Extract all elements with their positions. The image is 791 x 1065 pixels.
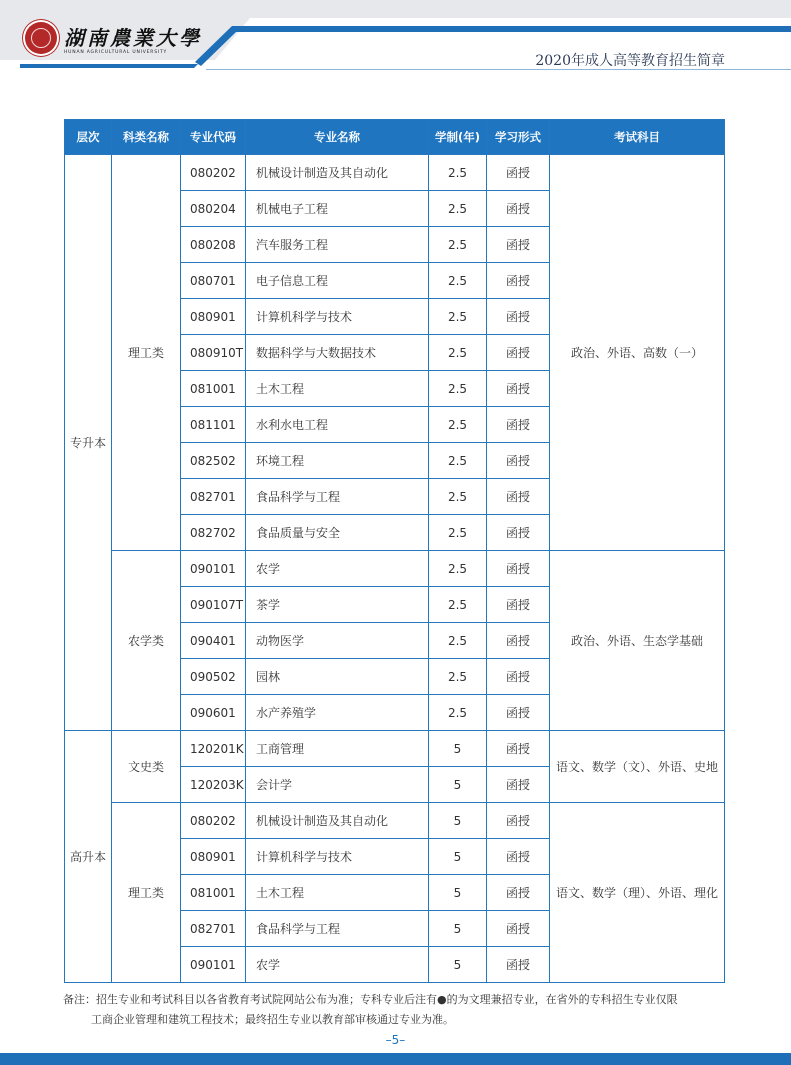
mode-cell: 函授	[487, 443, 550, 479]
code-cell: 120201K	[181, 731, 246, 767]
mode-cell: 函授	[487, 623, 550, 659]
major-cell: 农学	[246, 947, 429, 983]
exam-cell: 政治、外语、生态学基础	[550, 551, 725, 731]
footnote	[63, 990, 743, 1030]
mode-cell: 函授	[487, 227, 550, 263]
page-number: –5–	[385, 1033, 406, 1047]
code-cell: 080202	[181, 155, 246, 191]
footnote-line-2: 工商企业管理和建筑工程技术；最终招生专业以教育部审核通过专业为准。	[91, 1013, 454, 1026]
col-level: 层次	[65, 120, 112, 155]
years-cell: 2.5	[429, 659, 487, 695]
major-cell: 土木工程	[246, 371, 429, 407]
years-cell: 2.5	[429, 407, 487, 443]
table-row	[65, 155, 725, 191]
col-exam: 考试科目	[550, 120, 725, 155]
col-mode: 学习形式	[487, 120, 550, 155]
table-header-row	[65, 120, 725, 155]
mode-cell: 函授	[487, 947, 550, 983]
code-cell: 082701	[181, 479, 246, 515]
years-cell: 2.5	[429, 623, 487, 659]
code-cell: 090101	[181, 947, 246, 983]
code-cell: 081001	[181, 875, 246, 911]
mode-cell: 函授	[487, 515, 550, 551]
mode-cell: 函授	[487, 803, 550, 839]
major-cell: 园林	[246, 659, 429, 695]
code-cell: 080202	[181, 803, 246, 839]
mode-cell: 函授	[487, 587, 550, 623]
major-cell: 机械设计制造及其自动化	[246, 155, 429, 191]
mode-cell: 函授	[487, 875, 550, 911]
admissions-table	[64, 119, 725, 983]
years-cell: 2.5	[429, 335, 487, 371]
mode-cell: 函授	[487, 191, 550, 227]
footer-bar	[0, 1053, 791, 1065]
university-name: 湖南農業大學	[64, 26, 202, 50]
code-cell: 081101	[181, 407, 246, 443]
major-cell: 工商管理	[246, 731, 429, 767]
code-cell: 080204	[181, 191, 246, 227]
code-cell: 080910T	[181, 335, 246, 371]
code-cell: 090101	[181, 551, 246, 587]
code-cell: 090502	[181, 659, 246, 695]
col-major: 专业名称	[246, 120, 429, 155]
major-cell: 食品科学与工程	[246, 911, 429, 947]
university-logo-icon	[25, 22, 57, 54]
major-cell: 农学	[246, 551, 429, 587]
page-header	[0, 0, 791, 70]
mode-cell: 函授	[487, 695, 550, 731]
mode-cell: 函授	[487, 263, 550, 299]
category-cell: 理工类	[112, 803, 181, 983]
mode-cell: 函授	[487, 551, 550, 587]
mode-cell: 函授	[487, 659, 550, 695]
major-cell: 机械设计制造及其自动化	[246, 803, 429, 839]
col-years: 学制(年)	[429, 120, 487, 155]
years-cell: 2.5	[429, 479, 487, 515]
code-cell: 090601	[181, 695, 246, 731]
document-title: 2020年成人高等教育招生简章	[535, 53, 725, 69]
major-cell: 计算机科学与技术	[246, 839, 429, 875]
code-cell: 090401	[181, 623, 246, 659]
mode-cell: 函授	[487, 371, 550, 407]
years-cell: 2.5	[429, 515, 487, 551]
years-cell: 2.5	[429, 443, 487, 479]
years-cell: 2.5	[429, 371, 487, 407]
exam-cell: 语文、数学（文）、外语、史地	[550, 731, 725, 803]
major-cell: 电子信息工程	[246, 263, 429, 299]
mode-cell: 函授	[487, 767, 550, 803]
table-row	[65, 551, 725, 587]
years-cell: 5	[429, 731, 487, 767]
level-cell: 高升本	[65, 731, 112, 983]
years-cell: 2.5	[429, 299, 487, 335]
table-row	[65, 731, 725, 767]
major-cell: 会计学	[246, 767, 429, 803]
code-cell: 090107T	[181, 587, 246, 623]
years-cell: 2.5	[429, 155, 487, 191]
code-cell: 080901	[181, 299, 246, 335]
years-cell: 2.5	[429, 551, 487, 587]
major-cell: 数据科学与大数据技术	[246, 335, 429, 371]
mode-cell: 函授	[487, 839, 550, 875]
years-cell: 2.5	[429, 695, 487, 731]
years-cell: 2.5	[429, 587, 487, 623]
code-cell: 120203K	[181, 767, 246, 803]
code-cell: 082702	[181, 515, 246, 551]
code-cell: 080208	[181, 227, 246, 263]
level-cell: 专升本	[65, 155, 112, 731]
category-cell: 文史类	[112, 731, 181, 803]
mode-cell: 函授	[487, 731, 550, 767]
major-cell: 食品质量与安全	[246, 515, 429, 551]
code-cell: 081001	[181, 371, 246, 407]
major-cell: 土木工程	[246, 875, 429, 911]
years-cell: 5	[429, 839, 487, 875]
major-cell: 水利水电工程	[246, 407, 429, 443]
exam-cell: 语文、数学（理）、外语、理化	[550, 803, 725, 983]
years-cell: 2.5	[429, 263, 487, 299]
exam-cell: 政治、外语、高数（一）	[550, 155, 725, 551]
major-cell: 茶学	[246, 587, 429, 623]
years-cell: 5	[429, 947, 487, 983]
category-cell: 理工类	[112, 155, 181, 551]
mode-cell: 函授	[487, 299, 550, 335]
years-cell: 5	[429, 911, 487, 947]
years-cell: 2.5	[429, 227, 487, 263]
mode-cell: 函授	[487, 155, 550, 191]
col-code: 专业代码	[181, 120, 246, 155]
years-cell: 2.5	[429, 191, 487, 227]
major-cell: 水产养殖学	[246, 695, 429, 731]
code-cell: 080701	[181, 263, 246, 299]
major-cell: 汽车服务工程	[246, 227, 429, 263]
code-cell: 082502	[181, 443, 246, 479]
years-cell: 5	[429, 767, 487, 803]
mode-cell: 函授	[487, 479, 550, 515]
years-cell: 5	[429, 875, 487, 911]
category-cell: 农学类	[112, 551, 181, 731]
mode-cell: 函授	[487, 911, 550, 947]
major-cell: 食品科学与工程	[246, 479, 429, 515]
major-cell: 计算机科学与技术	[246, 299, 429, 335]
university-name-en: HUNAN AGRICULTURAL UNIVERSITY	[64, 50, 168, 55]
code-cell: 082701	[181, 911, 246, 947]
col-category: 科类名称	[112, 120, 181, 155]
mode-cell: 函授	[487, 335, 550, 371]
major-cell: 机械电子工程	[246, 191, 429, 227]
major-cell: 动物医学	[246, 623, 429, 659]
major-cell: 环境工程	[246, 443, 429, 479]
code-cell: 080901	[181, 839, 246, 875]
table-row	[65, 803, 725, 839]
years-cell: 5	[429, 803, 487, 839]
mode-cell: 函授	[487, 407, 550, 443]
footnote-line-1: 备注：招生专业和考试科目以各省教育考试院网站公布为准；专科专业后注有●的为文理兼招专业，在省外的专科招生专业仅限	[63, 993, 678, 1006]
